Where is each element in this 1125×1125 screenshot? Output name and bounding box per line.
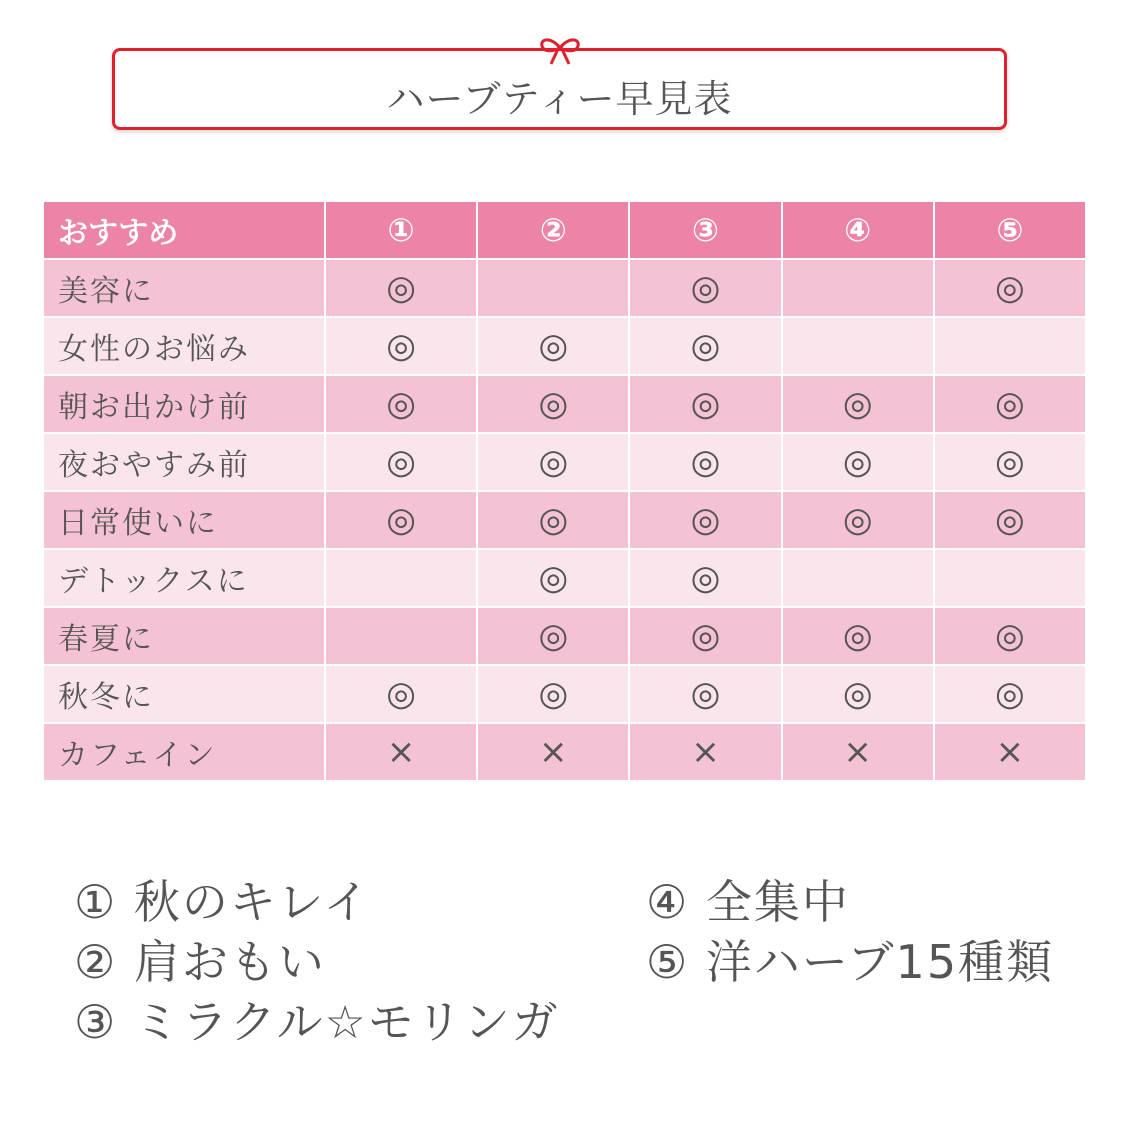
table-row	[43, 259, 1086, 317]
table-cell: ◎	[782, 665, 934, 723]
legend-item: ② 肩おもい	[74, 935, 326, 989]
table-cell: ◎	[934, 607, 1086, 665]
table-row	[43, 665, 1086, 723]
legend-item: ⑤ 洋ハーブ15種類	[646, 935, 1055, 989]
table-cell	[325, 549, 477, 607]
table-cell: ◎	[477, 491, 629, 549]
table-cell: ◎	[629, 433, 781, 491]
table-cell: ◎	[782, 433, 934, 491]
table-cell: ◎	[782, 375, 934, 433]
legend-item: ① 秋のキレイ	[74, 875, 372, 929]
table-row	[43, 607, 1086, 665]
table-cell: ◎	[934, 433, 1086, 491]
row-label: デトックスに	[43, 549, 325, 607]
table-row	[43, 433, 1086, 491]
table-cell: ◎	[629, 665, 781, 723]
table-cell: ◎	[477, 317, 629, 375]
row-label: 美容に	[43, 259, 325, 317]
legend-left	[74, 872, 560, 1052]
ribbon-bow-icon	[535, 34, 585, 66]
table-cell: ◎	[325, 259, 477, 317]
table-cell: ◎	[782, 607, 934, 665]
table-cell: ×	[782, 723, 934, 781]
legend-right	[646, 872, 1054, 992]
table-cell: ◎	[477, 433, 629, 491]
row-label: 朝お出かけ前	[43, 375, 325, 433]
table-row	[43, 723, 1086, 781]
legend-item: ③ ミラクル☆モリンガ	[74, 995, 560, 1049]
table-cell: ◎	[325, 375, 477, 433]
row-label: 秋冬に	[43, 665, 325, 723]
table-cell: ◎	[629, 259, 781, 317]
table-cell	[782, 549, 934, 607]
table-cell: ◎	[934, 491, 1086, 549]
column-header: ②	[477, 201, 629, 259]
table-cell	[934, 317, 1086, 375]
column-header: ①	[325, 201, 477, 259]
table-cell: ◎	[629, 375, 781, 433]
table-row	[43, 375, 1086, 433]
header-label: おすすめ	[43, 201, 325, 259]
table-cell	[325, 607, 477, 665]
table-cell: ◎	[629, 607, 781, 665]
column-header: ③	[629, 201, 781, 259]
legend-item: ④ 全集中	[646, 875, 850, 929]
table-cell	[934, 549, 1086, 607]
table-cell: ◎	[325, 491, 477, 549]
table-cell: ◎	[934, 375, 1086, 433]
table-cell	[477, 259, 629, 317]
table-cell: ◎	[477, 607, 629, 665]
table-cell: ◎	[629, 491, 781, 549]
table-cell: ×	[934, 723, 1086, 781]
table-cell: ◎	[782, 491, 934, 549]
table-cell: ◎	[477, 549, 629, 607]
header-row	[43, 201, 1086, 259]
table-cell: ◎	[629, 317, 781, 375]
row-label: 女性のお悩み	[43, 317, 325, 375]
table-row	[43, 317, 1086, 375]
row-label: 日常使いに	[43, 491, 325, 549]
column-header: ⑤	[934, 201, 1086, 259]
table-cell: ◎	[325, 665, 477, 723]
table-cell	[782, 259, 934, 317]
row-label: 夜おやすみ前	[43, 433, 325, 491]
table-cell: ◎	[325, 433, 477, 491]
table-cell: ×	[325, 723, 477, 781]
herb-tea-chart	[42, 200, 1087, 782]
table-cell: ◎	[934, 259, 1086, 317]
table-row	[43, 491, 1086, 549]
table-row	[43, 549, 1086, 607]
page-title: ハーブティー早見表	[386, 77, 733, 121]
row-label: カフェイン	[43, 723, 325, 781]
table-cell: ◎	[629, 549, 781, 607]
table-cell: ×	[477, 723, 629, 781]
table-cell: ×	[629, 723, 781, 781]
table-cell: ◎	[325, 317, 477, 375]
table-cell: ◎	[477, 665, 629, 723]
table-cell	[782, 317, 934, 375]
table-cell: ◎	[934, 665, 1086, 723]
column-header: ④	[782, 201, 934, 259]
row-label: 春夏に	[43, 607, 325, 665]
table-cell: ◎	[477, 375, 629, 433]
